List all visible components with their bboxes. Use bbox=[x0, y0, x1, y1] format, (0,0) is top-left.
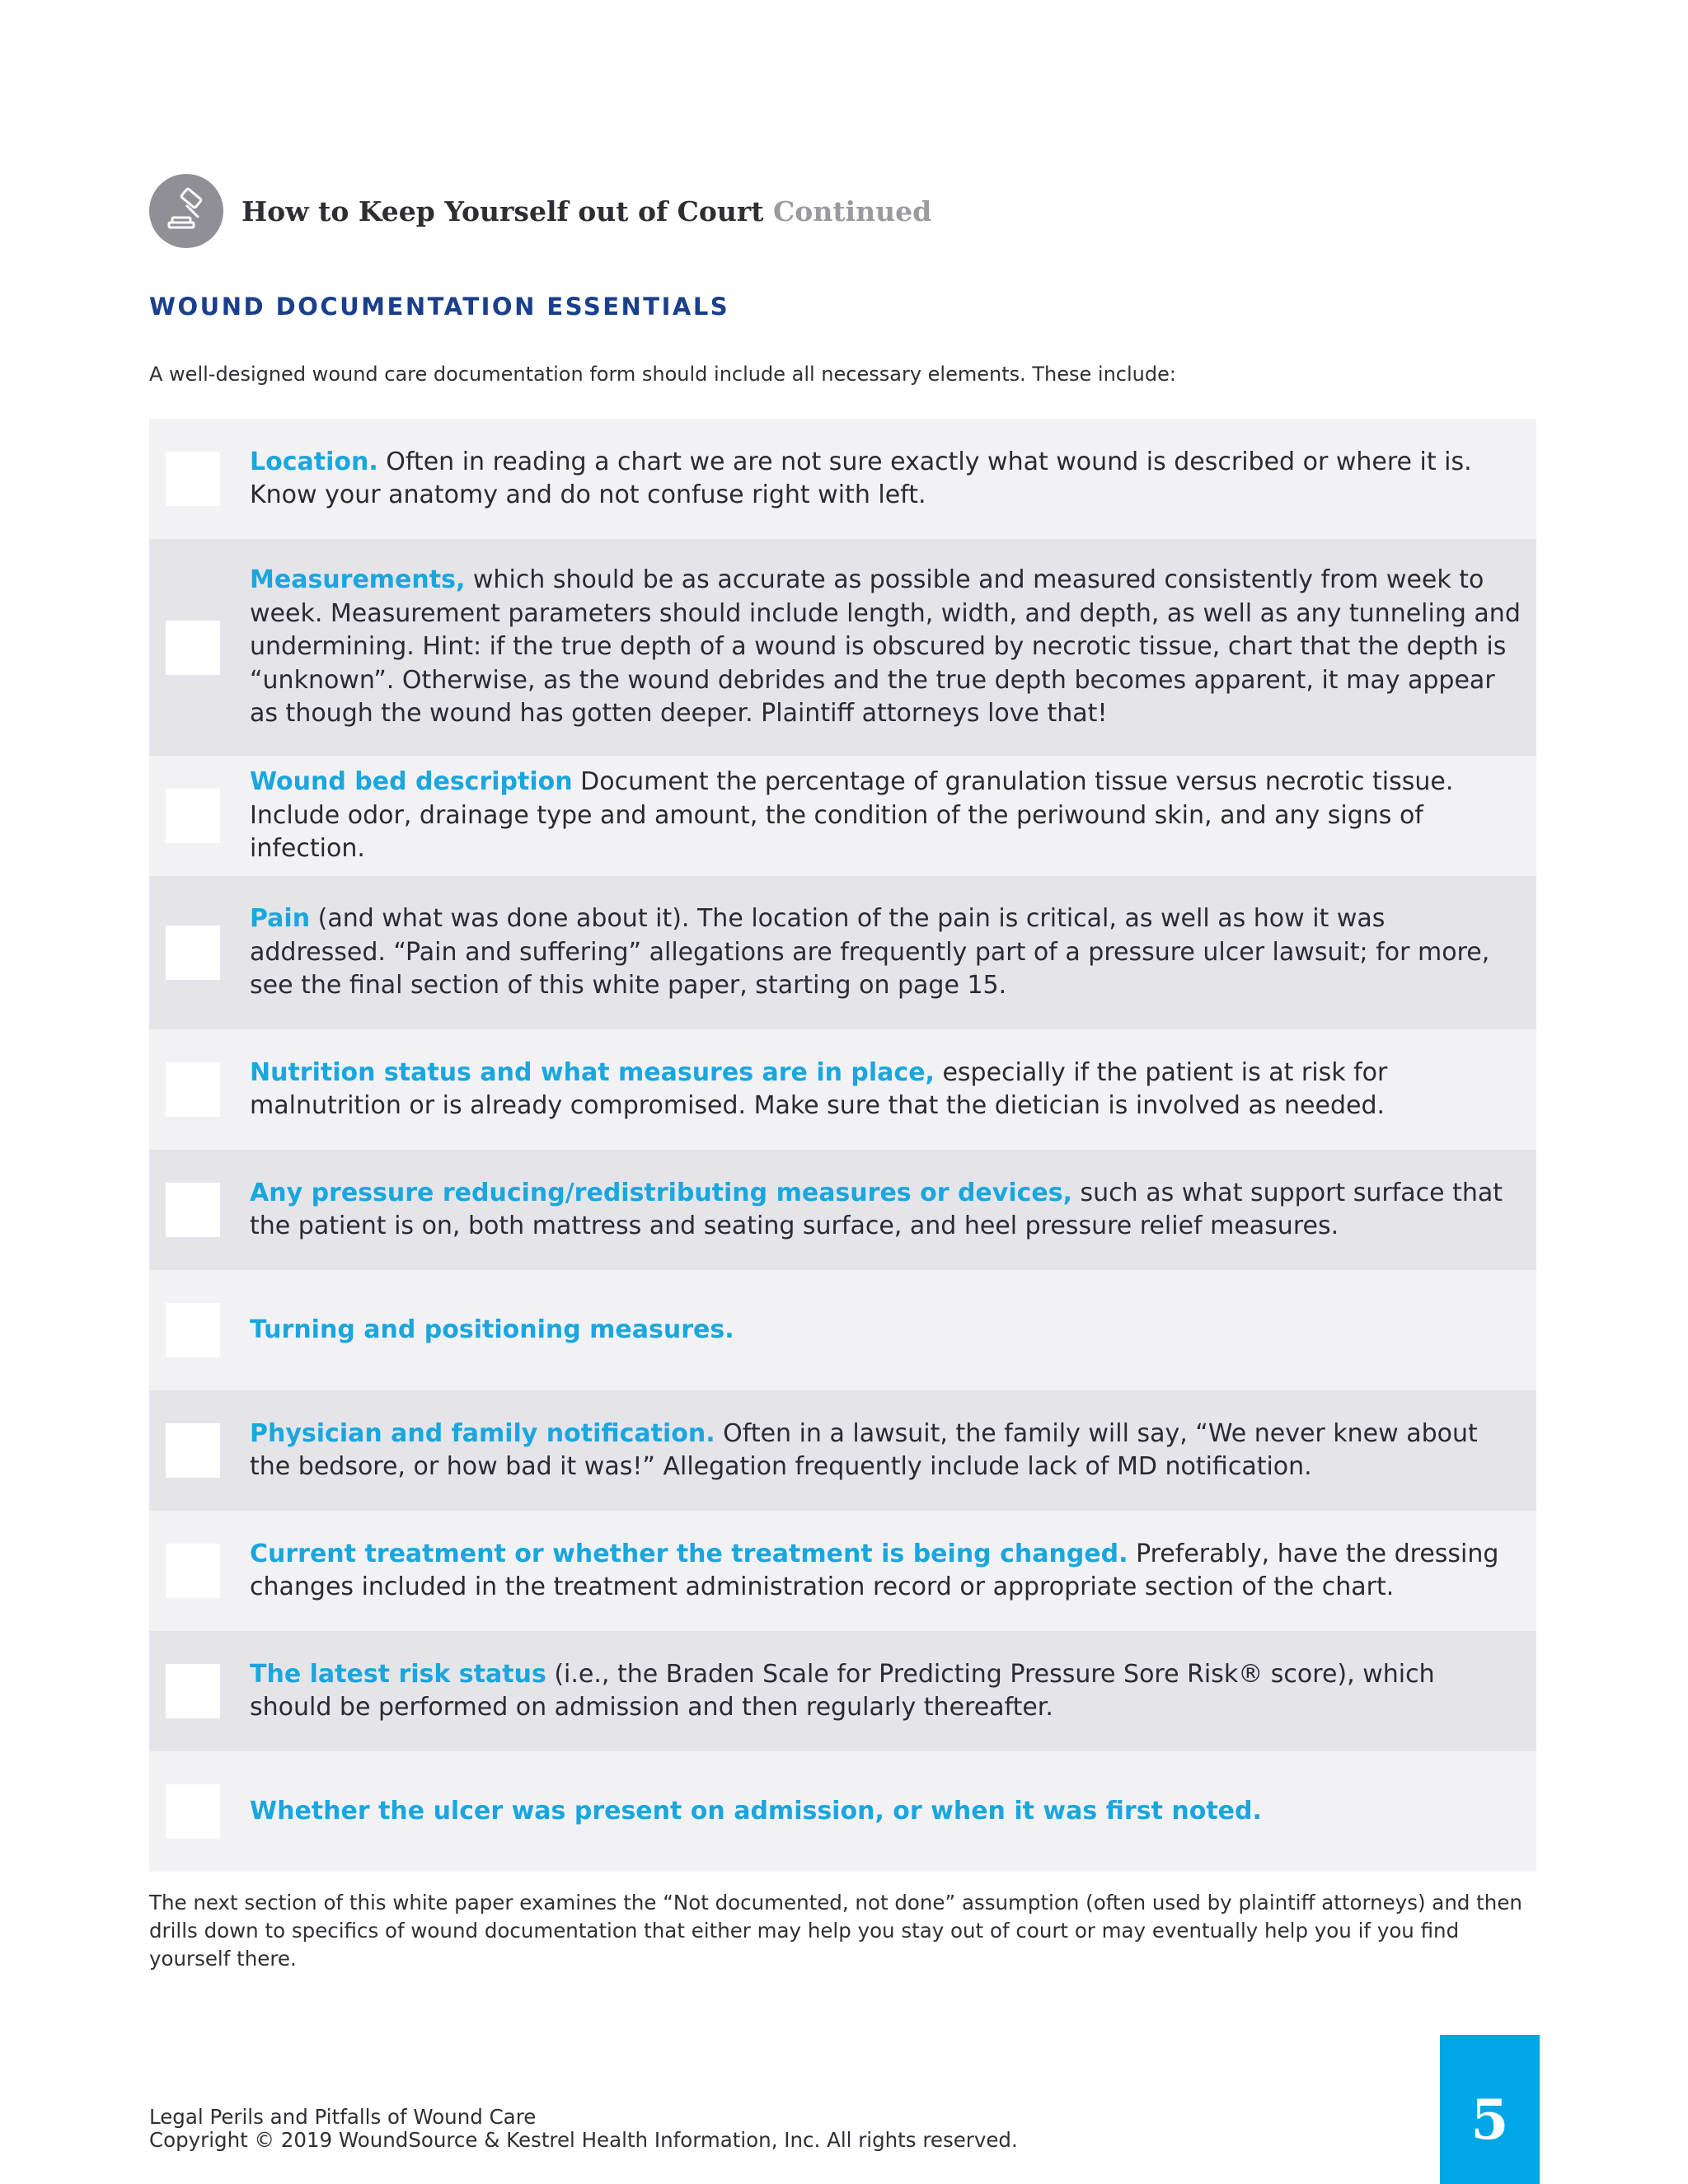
checkbox[interactable] bbox=[166, 926, 220, 980]
checkbox[interactable] bbox=[166, 789, 220, 843]
checklist-item-label: Turning and positioning measures. bbox=[250, 1315, 734, 1344]
checklist-item bbox=[149, 1631, 1536, 1751]
checklist-item-body: (i.e., the Braden Scale for Predicting Pressure Sore Risk® score), which should be performed on admission and then regularly thereafter. bbox=[250, 1659, 1435, 1722]
checklist-item bbox=[149, 756, 1536, 876]
checklist-item-body: Often in reading a chart we are not sure exactly what wound is described or where it is. Know your anatomy and do not confuse right with left. bbox=[250, 447, 1472, 509]
checklist-item-text bbox=[250, 1658, 1523, 1725]
checklist-item-body: especially if the patient is at risk for malnutrition or is already compromised. Make sure that the dietician is involved as needed. bbox=[250, 1057, 1388, 1120]
checklist-item-label: Measurements, bbox=[250, 565, 466, 595]
checklist-item bbox=[149, 419, 1536, 539]
checkbox[interactable] bbox=[166, 1183, 220, 1237]
checklist-item bbox=[149, 876, 1536, 1029]
closing-paragraph: The next section of this white paper examines the “Not documented, not done” assumption (often used by plaintiff attorneys) and then drills down to specifics of wound documentation that either may help you stay out of court or may eventually help you if you find yourself there. bbox=[149, 1891, 1522, 1971]
checklist-item-label: Whether the ulcer was present on admission, or when it was first noted. bbox=[250, 1796, 1262, 1825]
checklist-item-label: Current treatment or whether the treatment is being changed. bbox=[250, 1539, 1128, 1568]
header-continued: Continued bbox=[773, 194, 932, 227]
checkbox[interactable] bbox=[166, 1784, 220, 1839]
documentation-checklist bbox=[149, 419, 1536, 1872]
footer-copyright: Copyright © 2019 WoundSource & Kestrel Health Information, Inc. All rights reserved. bbox=[149, 2128, 1018, 2152]
checklist-item-label: Location. bbox=[250, 447, 378, 476]
checklist-item-body: Document the percentage of granulation tissue versus necrotic tissue. Include odor, drainage type and amount, the condition of the periwound skin, and any signs of infection. bbox=[250, 767, 1454, 864]
checklist-item-label: Wound bed description bbox=[250, 767, 573, 797]
checklist-item bbox=[149, 1511, 1536, 1631]
header-title-main: How to Keep Yourself out of Court bbox=[241, 194, 764, 227]
page-footer bbox=[149, 2106, 1018, 2152]
page-number-box bbox=[1440, 2035, 1540, 2184]
checklist-item-body: Preferably, have the dressing changes included in the treatment administration record or appropriate section of the chart. bbox=[250, 1539, 1499, 1601]
checklist-item bbox=[149, 539, 1536, 756]
checklist-item bbox=[149, 1150, 1536, 1270]
checkbox[interactable] bbox=[166, 621, 220, 675]
page-number: 5 bbox=[1470, 2087, 1509, 2152]
checklist-item-text bbox=[250, 1314, 734, 1347]
checklist-item-text bbox=[250, 1057, 1523, 1123]
footer-title: Legal Perils and Pitfalls of Wound Care bbox=[149, 2105, 537, 2129]
checklist-item-text bbox=[250, 902, 1523, 1003]
checklist-item-text bbox=[250, 1177, 1523, 1244]
checklist-item-body: such as what support surface that the patient is on, both mattress and seating surface, and heel pressure relief measures. bbox=[250, 1178, 1503, 1240]
checklist-item-text bbox=[250, 564, 1523, 731]
checklist-item-text bbox=[250, 1418, 1523, 1484]
checklist-item-text bbox=[250, 766, 1523, 866]
checklist-item-label: Physician and family notification. bbox=[250, 1418, 715, 1448]
checklist-item-label: Any pressure reducing/redistributing measures or devices, bbox=[250, 1178, 1072, 1207]
intro-text: A well-designed wound care documentation form should include all necessary elements. These include: bbox=[149, 363, 1176, 386]
checklist-item-body: (and what was done about it). The location of the pain is critical, as well as how it was addressed. “Pain and suffering” allegations are frequently part of a pressure ulcer lawsuit; for more, see the final section of this white paper, starting on page 15. bbox=[250, 904, 1490, 1001]
checkbox[interactable] bbox=[166, 452, 220, 506]
page-header bbox=[149, 174, 931, 248]
checklist-item bbox=[149, 1029, 1536, 1150]
checkbox[interactable] bbox=[166, 1303, 220, 1357]
checklist-item-label: Pain bbox=[250, 904, 311, 934]
gavel-icon bbox=[149, 174, 223, 248]
checklist-item bbox=[149, 1390, 1536, 1511]
checklist-item-body: which should be as accurate as possible and measured consistently from week to week. Measurement parameters should include length, width, and depth, as well as any tunneling and undermining. Hint: if the true depth of a wound is obscured by necrotic tissue, chart that the depth is “unknown”. Otherwise, as the wound debrides and the true depth becomes apparent, it may appear as though the wound has gotten deeper. Plaintiff attorneys love that! bbox=[250, 565, 1521, 729]
checklist-item bbox=[149, 1751, 1536, 1872]
checklist-item-text bbox=[250, 1795, 1262, 1829]
checkbox[interactable] bbox=[166, 1423, 220, 1478]
checklist-item-body: Often in a lawsuit, the family will say, “We never knew about the bedsore, or how bad it was!” Allegation frequently include lack of MD notification. bbox=[250, 1418, 1478, 1481]
checklist-item-label: The latest risk status bbox=[250, 1659, 546, 1689]
checkbox[interactable] bbox=[166, 1062, 220, 1117]
header-title bbox=[241, 195, 931, 227]
checkbox[interactable] bbox=[166, 1664, 220, 1718]
section-title: WOUND DOCUMENTATION ESSENTIALS bbox=[149, 293, 730, 321]
checklist-item-text bbox=[250, 1538, 1523, 1605]
checkbox[interactable] bbox=[166, 1544, 220, 1598]
checklist-item bbox=[149, 1270, 1536, 1390]
checklist-item-text bbox=[250, 446, 1523, 513]
checklist-item-label: Nutrition status and what measures are in place, bbox=[250, 1057, 935, 1087]
